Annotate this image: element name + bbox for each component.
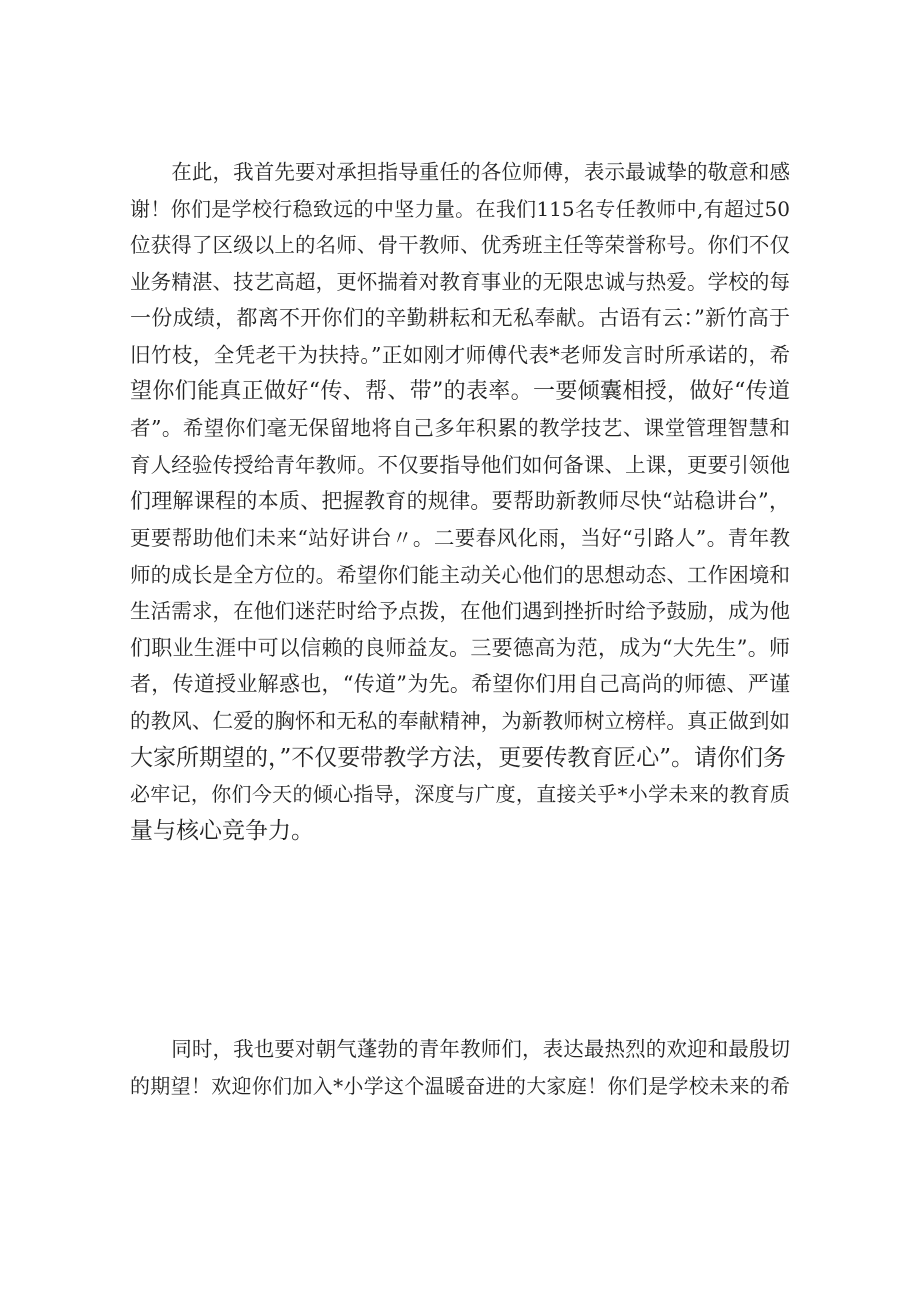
text-line: 的期望！欢迎你们加入*小学这个温暖奋进的大家庭！你们是学校未来的希 [130,1073,790,1098]
text-line: 量与核心竞争力。 [130,817,314,844]
paragraph-mentors [130,154,790,849]
paragraph-young-teachers [130,1031,790,1104]
text-line: 者，传道授业解惑也，“传道”为先。希望你们用自己高尚的师德、严谨 [130,672,790,697]
text-line: 望你们能真正做好“传、帮、带”的表率。一要倾囊相授，做好“传道 [130,378,790,404]
text-line: 们理解课程的本质、把握教育的规律。要帮助新教师尽快“站稳讲台”， [130,489,790,514]
text-line: 旧竹枝，全凭老干为扶持。”正如刚才师傅代表*老师发言时所承诺的，希 [130,342,790,367]
text-line: 大家所期望的，”不仅要带教学方法，更要传教育匠心”。请你们务 [130,744,787,771]
text-line: 生活需求，在他们迷茫时给予点拨，在他们遇到挫折时给予鼓励，成为他 [130,599,790,624]
text-line: 同时，我也要对朝气蓬勃的青年教师们，表达最热烈的欢迎和最殷切 [130,1037,790,1061]
text-line: 的教风、仁爱的胸怀和无私的奉献精神，为新教师树立榜样。真正做到如 [130,708,790,733]
text-line: 育人经验传授给青年教师。不仅要指导他们如何备课、上课，更要引领他 [130,452,790,477]
text-line: 谢！你们是学校行稳致远的中坚力量。在我们115名专任教师中,有超过50 [130,196,790,221]
text-line: 一份成绩，都离不开你们的辛勤耕耘和无私奉献。古语有云：”新竹高于 [130,306,790,331]
text-line: 在此，我首先要对承担指导重任的各位师傅，表示最诚挚的敬意和感 [130,160,790,184]
text-line: 师的成长是全方位的。希望你们能主动关心他们的思想动态、工作困境和 [130,562,790,587]
text-line: 们职业生涯中可以信赖的良师益友。三要德高为范，成为“大先生”。师 [130,635,790,660]
text-line: 必牢记，你们今天的倾心指导，深度与广度，直接关乎*小学未来的教育质 [130,782,790,807]
text-line: 者”。希望你们毫无保留地将自己多年积累的教学技艺、课堂管理智慧和 [130,416,790,441]
text-line: 更要帮助他们未来“站好讲台〃。二要春风化雨，当好“引路人”。青年教 [130,525,790,550]
text-line: 业务精湛、技艺高超，更怀揣着对教育事业的无限忠诚与热爱。学校的每 [130,269,790,294]
text-line: 位获得了区级以上的名师、骨干教师、优秀班主任等荣誉称号。你们不仅 [130,233,790,258]
